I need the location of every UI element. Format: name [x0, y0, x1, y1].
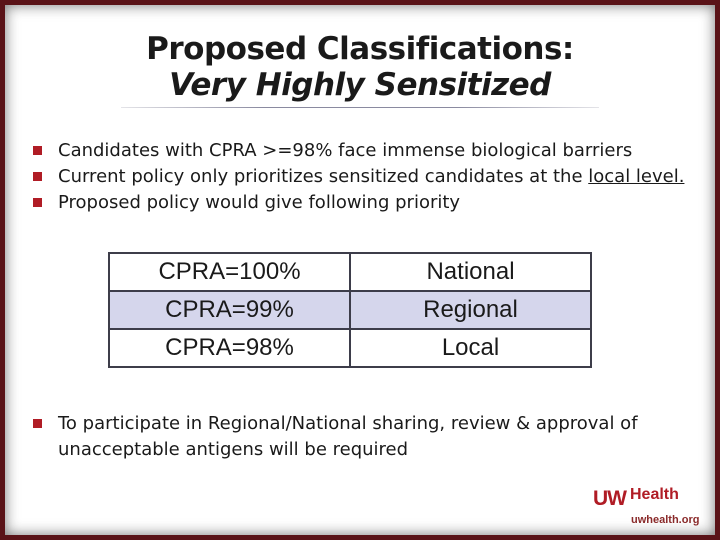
bullet-item: [33, 411, 720, 463]
logo-uw-text: UW: [593, 487, 626, 510]
square-bullet-icon: [33, 172, 42, 181]
cpra-cell: CPRA=99%: [109, 291, 350, 329]
table-row: [109, 329, 591, 367]
square-bullet-icon: [33, 198, 42, 207]
slide: [5, 5, 715, 535]
cpra-cell: CPRA=100%: [109, 253, 350, 291]
uwhealth-logo: [593, 483, 703, 533]
level-cell: National: [350, 253, 591, 291]
logo-url-text: uwhealth.org: [631, 514, 700, 526]
table-row: [109, 291, 591, 329]
slide-frame: [5, 5, 715, 535]
square-bullet-icon: [33, 419, 42, 428]
slide-subtitle: Very Highly Sensitized: [169, 67, 551, 103]
table-row: [109, 253, 591, 291]
level-cell: Regional: [350, 291, 591, 329]
bullet-item: [33, 138, 693, 164]
slide-title: Proposed Classifications:: [146, 31, 574, 67]
bullet-item: [33, 190, 693, 216]
bullet-text: Candidates with CPRA >=98% face immense biological barriers: [58, 140, 633, 161]
title-divider: [121, 107, 599, 108]
bullet-text: Current policy only prioritizes sensitized candidates at the: [58, 166, 589, 187]
bullet-list: [33, 138, 693, 216]
cpra-cell: CPRA=98%: [109, 329, 350, 367]
square-bullet-icon: [33, 146, 42, 155]
bullet-underlined-text: local level.: [588, 166, 685, 187]
bullet-item: [33, 164, 693, 190]
bullet-text: To participate in Regional/National sharing, review & approval of unacceptable antigens will be required: [58, 413, 638, 460]
level-cell: Local: [350, 329, 591, 367]
priority-table: [108, 252, 592, 368]
logo-health-text: Health: [630, 486, 679, 503]
bullet-text: Proposed policy would give following priority: [58, 192, 461, 213]
